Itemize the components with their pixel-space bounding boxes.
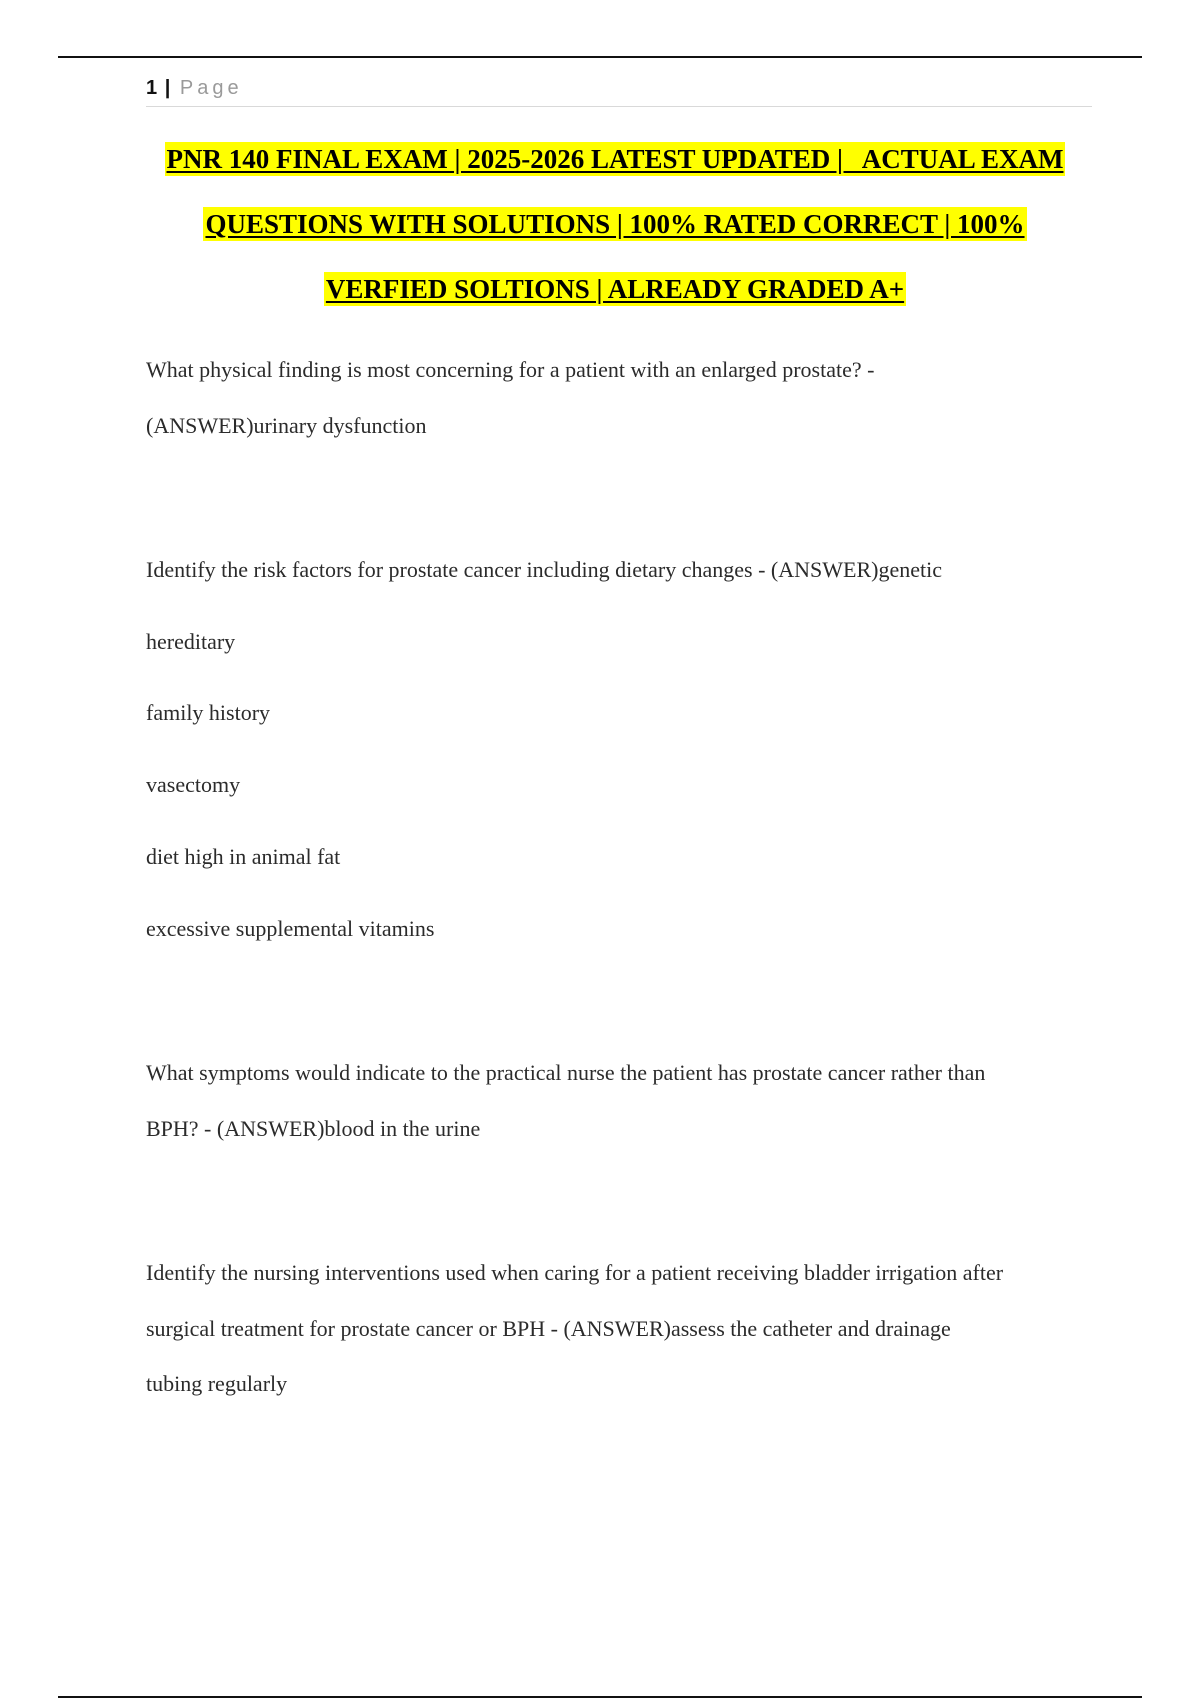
question-text: Identify the risk factors for prostate cancer including dietary changes - (ANSWER)genetic [146, 557, 942, 582]
document-title [120, 142, 1110, 337]
answer-text: (ANSWER)urinary dysfunction [146, 413, 427, 438]
page-number: 1 [146, 77, 158, 99]
answer-text: tubing regularly [146, 1371, 288, 1396]
page-separator: | [164, 77, 171, 99]
answer-item: vasectomy [146, 772, 241, 797]
answer-item: family history [146, 700, 271, 725]
question-text: surgical treatment for prostate cancer or BPH - (ANSWER)assess the catheter and drainage [146, 1316, 951, 1341]
bottom-rule [58, 1696, 1142, 1698]
answer-item: hereditary [146, 629, 236, 654]
title-line: PNR 140 FINAL EXAM | 2025-2026 LATEST UPDATED | ACTUAL EXAM [166, 144, 1064, 174]
page-label: Page [179, 77, 243, 99]
question-text: What physical finding is most concerning for a patient with an enlarged prostate? - [146, 357, 875, 382]
question-text: Identify the nursing interventions used when caring for a patient receiving bladder irrigation after [146, 1260, 1004, 1285]
answer-item: excessive supplemental vitamins [146, 916, 435, 941]
title-line: VERFIED SOLTIONS | ALREADY GRADED A+ [325, 274, 905, 304]
answer-item: diet high in animal fat [146, 844, 341, 869]
answer-text: BPH? - (ANSWER)blood in the urine [146, 1116, 481, 1141]
question-text: What symptoms would indicate to the practical nurse the patient has prostate cancer rather than [146, 1060, 986, 1085]
page-header [146, 74, 1092, 107]
top-rule [58, 56, 1142, 58]
title-line: QUESTIONS WITH SOLUTIONS | 100% RATED CORRECT | 100% [205, 209, 1025, 239]
